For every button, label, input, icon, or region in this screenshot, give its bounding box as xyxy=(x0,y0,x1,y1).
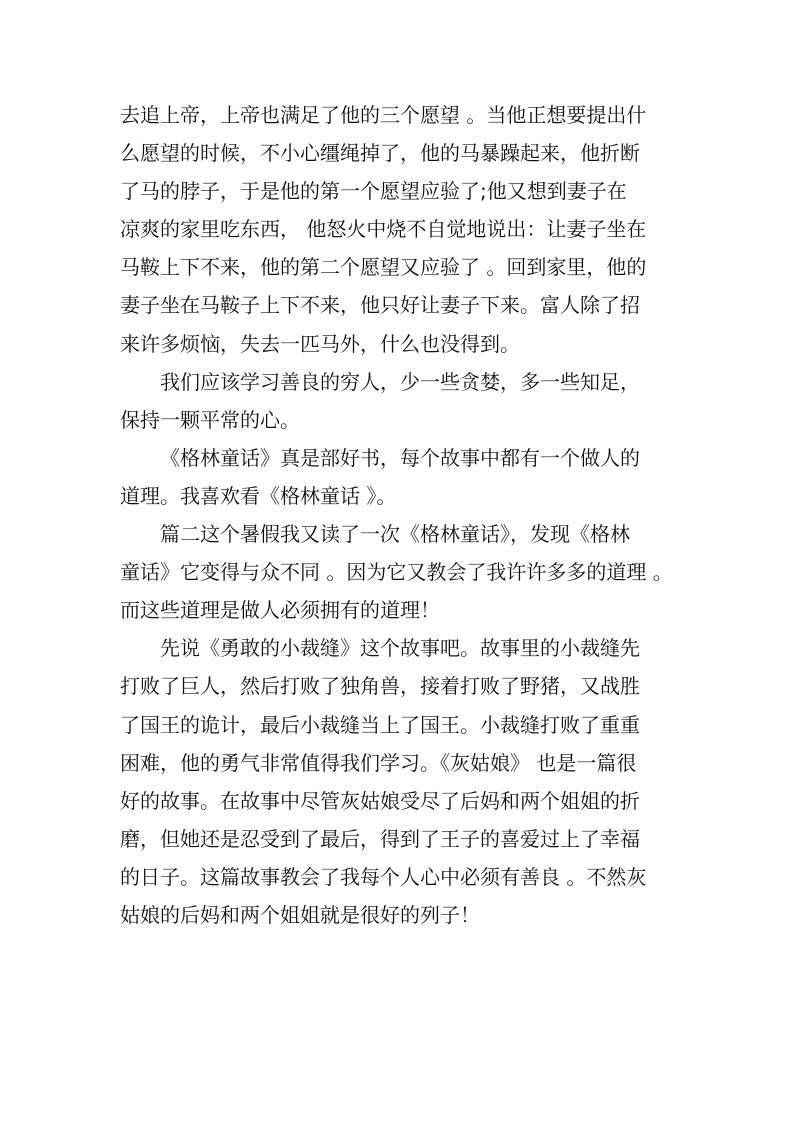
text-line: 童话》它变得与众不同 。因为它又教会了我许许多多的道理 。 xyxy=(120,560,673,585)
text-line: 么愿望的时候，不小心缰绳掉了，他的马暴躁起来，他折断 xyxy=(120,141,640,166)
text-line: 篇二这个暑假我又读了一次《格林童话》，发现《格林 xyxy=(160,522,630,547)
text-line: 妻子坐在马鞍子上下不来，他只好让妻子下来。富人除了招 xyxy=(120,293,640,318)
text-line: 困难，他的勇气非常值得我们学习。《灰姑娘》 也是一篇很 xyxy=(120,750,637,775)
text-line: 的日子。这篇故事教会了我每个人心中必须有善良 。不然灰 xyxy=(120,864,647,889)
text-line: 了马的脖子，于是他的第一个愿望应验了;他又想到妻子在 xyxy=(120,179,627,204)
text-line: 打败了巨人，然后打败了独角兽，接着打败了野猪，又战胜 xyxy=(120,674,640,699)
text-line: 马鞍上下不来，他的第二个愿望又应验了 。回到家里，他的 xyxy=(120,255,647,280)
text-line: 先说《勇敢的小裁缝》这个故事吧。故事里的小裁缝先 xyxy=(160,636,640,661)
text-line: 好的故事。在故事中尽管灰姑娘受尽了后妈和两个姐姐的折 xyxy=(120,788,640,813)
text-line: 《格林童话》真是部好书，每个故事中都有一个做人的 xyxy=(160,445,640,470)
text-line: 磨，但她还是忍受到了最后，得到了王子的喜爱过上了幸福 xyxy=(120,826,640,851)
text-line: 去追上帝，上帝也满足了他的三个愿望 。当他正想要提出什 xyxy=(120,103,647,127)
text-line: 姑娘的后妈和两个姐姐就是很好的列子！ xyxy=(120,902,480,927)
text-line: 凉爽的家里吃东西， 他怒火中烧不自觉地说出：让妻子坐在 xyxy=(120,217,647,242)
text-line: 而这些道理是做人必须拥有的道理！ xyxy=(120,598,440,623)
text-line: 了国王的诡计，最后小裁缝当上了国王。小裁缝打败了重重 xyxy=(120,712,640,737)
document-body xyxy=(120,96,680,934)
text-line: 我们应该学习善良的穷人，少一些贪婪，多一些知足， xyxy=(160,369,640,394)
text-line: 来许多烦恼，失去一匹马外，什么也没得到。 xyxy=(120,331,520,356)
text-line: 道理。我喜欢看《格林童话 》。 xyxy=(120,483,397,508)
text-line: 保持一颗平常的心。 xyxy=(120,407,300,432)
